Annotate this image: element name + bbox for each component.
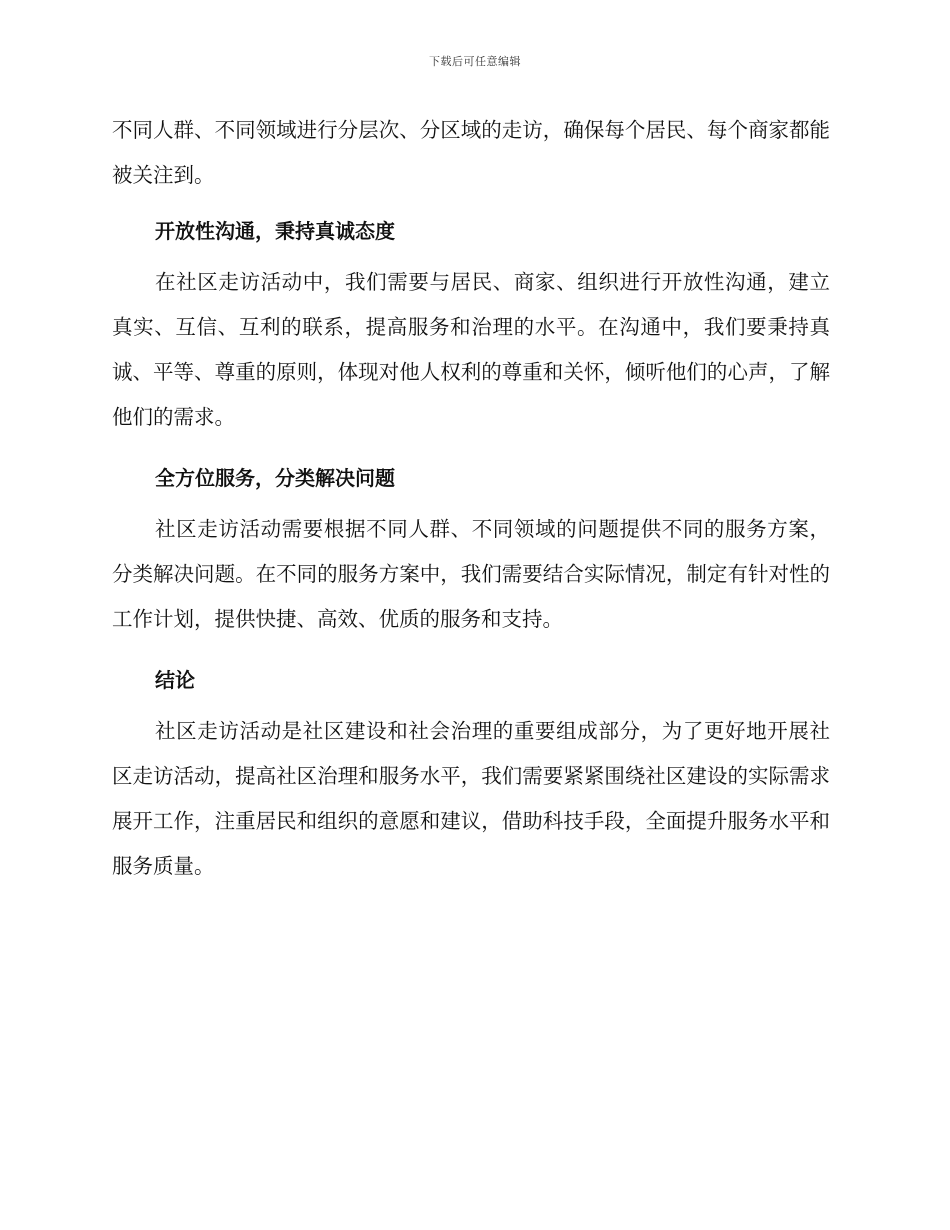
paragraph-continuation: 不同人群、不同领域进行分层次、分区域的走访，确保每个居民、每个商家都能被关注到。	[112, 118, 830, 187]
paragraph-comprehensive-service: 社区走访活动需要根据不同人群、不同领域的问题提供不同的服务方案，分类解决问题。在不同的服务方案中，我们需要结合实际情况，制定有针对性的工作计划，提供快捷、高效、优质的服务和支持。	[112, 517, 830, 631]
document-body	[112, 108, 830, 907]
paragraph-open-communication: 在社区走访活动中，我们需要与居民、商家、组织进行开放性沟通，建立真实、互信、互利的联系，提高服务和治理的水平。在沟通中，我们要秉持真诚、平等、尊重的原则，体现对他人权利的尊重和关怀，倾听他们的心声，了解他们的需求。	[112, 270, 830, 429]
section-heading-conclusion: 结论	[155, 668, 195, 692]
section-heading-comprehensive-service: 全方位服务，分类解决问题	[155, 466, 395, 490]
page-header: 下载后可任意编辑	[429, 55, 521, 68]
paragraph-conclusion: 社区走访活动是社区建设和社会治理的重要组成部分，为了更好地开展社区走访活动，提高社区治理和服务水平，我们需要紧紧围绕社区建设的实际需求展开工作，注重居民和组织的意愿和建议，借助科技手段，全面提升服务水平和服务质量。	[112, 719, 830, 878]
section-heading-open-communication: 开放性沟通，秉持真诚态度	[155, 219, 395, 243]
